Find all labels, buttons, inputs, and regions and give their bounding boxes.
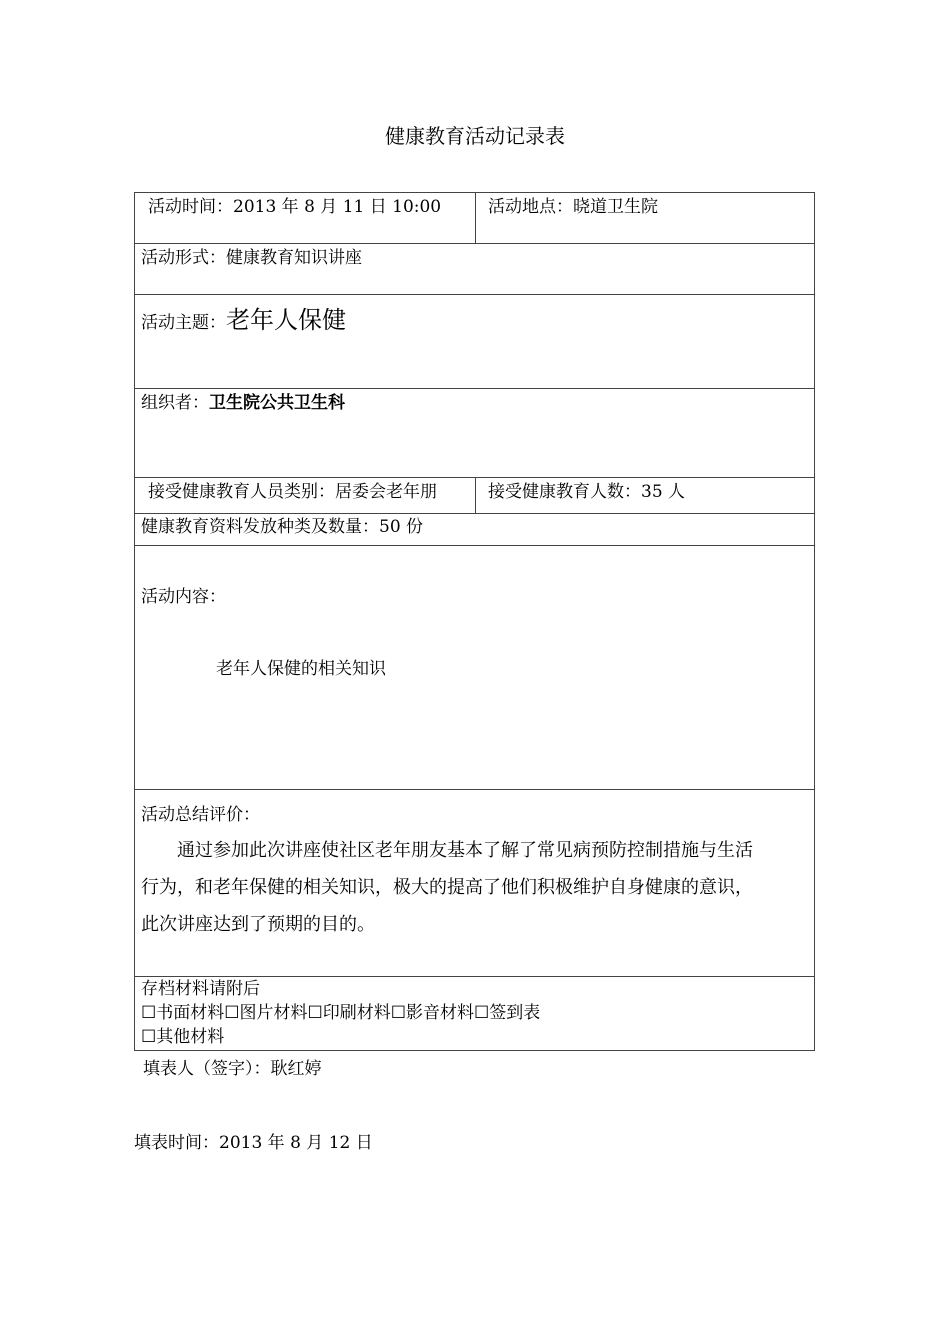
recipient-count: 接受健康教育人数：35 人 <box>488 482 686 502</box>
summary-line: 此次讲座达到了预期的目的。 <box>141 914 375 935</box>
materials-distributed: 健康教育资料发放种类及数量：50 份 <box>141 517 424 537</box>
row-divider <box>135 388 814 389</box>
organizer-label: 组织者： <box>141 393 209 413</box>
summary-text <box>141 832 806 943</box>
filler-signature: 填表人（签字）：耿红婷 <box>143 1059 322 1079</box>
form-title: 健康教育活动记录表 <box>385 124 565 148</box>
row-divider <box>135 243 814 244</box>
archive-options-other: ☐其他材料 <box>141 1027 225 1047</box>
row-divider <box>135 294 814 295</box>
row-divider <box>135 976 814 977</box>
archive-label: 存档材料请附后 <box>141 979 260 999</box>
archive-options: ☐书面材料☐图片材料☐印刷材料☐影音材料☐签到表 <box>141 1003 541 1023</box>
activity-place: 活动地点：晓道卫生院 <box>488 197 658 217</box>
summary-line: 行为，和老年保健的相关知识，极大的提高了他们积极维护自身健康的意识， <box>141 877 753 898</box>
column-divider <box>475 193 476 243</box>
fill-date: 填表时间：2013 年 8 月 12 日 <box>134 1133 373 1153</box>
activity-theme <box>141 306 346 334</box>
summary-line: 通过参加此次讲座使社区老年朋友基本了解了常见病预防控制措施与生活 <box>141 840 753 861</box>
theme-label: 活动主题： <box>141 313 226 333</box>
organizer-value: 卫生院公共卫生科 <box>209 393 345 413</box>
content-label: 活动内容： <box>141 587 226 607</box>
summary-label: 活动总结评价： <box>141 805 260 825</box>
recipient-category: 接受健康教育人员类别：居委会老年朋 <box>148 482 437 502</box>
column-divider <box>475 477 476 513</box>
organizer <box>141 392 345 414</box>
theme-value: 老年人保健 <box>226 306 346 334</box>
row-divider <box>135 789 814 790</box>
activity-form: 活动形式：健康教育知识讲座 <box>141 248 362 268</box>
record-table <box>134 192 815 1051</box>
content-body: 老年人保健的相关知识 <box>216 659 386 679</box>
activity-time: 活动时间：2013 年 8 月 11 日 10:00 <box>148 197 442 217</box>
row-divider <box>135 545 814 546</box>
